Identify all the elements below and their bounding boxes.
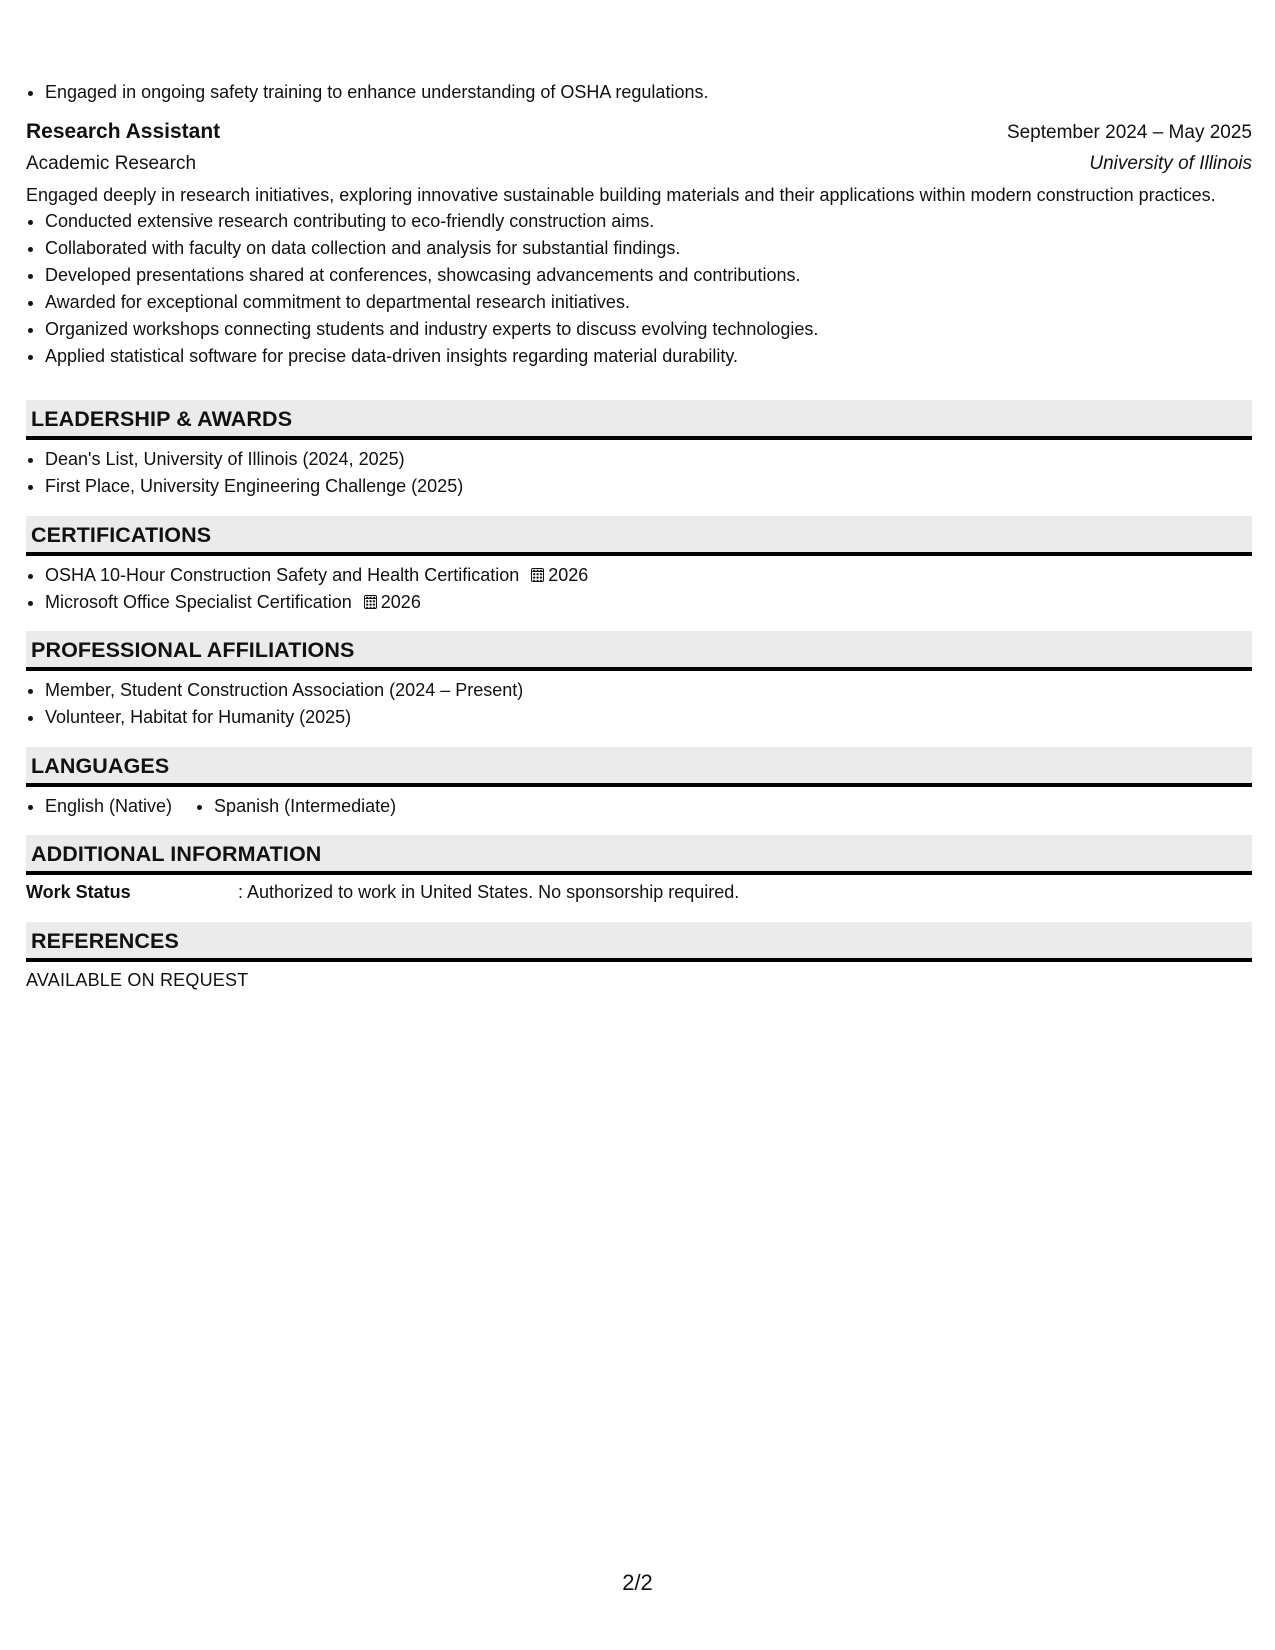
list-item: [45, 562, 1252, 589]
list-item: • Engaged in ongoing safety training to enhance understanding of OSHA regulations.: [45, 79, 708, 106]
list-item: • Collaborated with faculty on data collection and analysis for substantial findings.: [45, 235, 1252, 262]
section-certifications: [26, 516, 1252, 616]
references-text: AVAILABLE ON REQUEST: [26, 970, 249, 990]
affiliations-list: [26, 677, 1252, 731]
work-status-label: Work Status: [26, 882, 131, 902]
work-status-value: : Authorized to work in United States. No sponsorship required.: [238, 882, 740, 902]
previous-job-bullets: [26, 79, 708, 106]
job-entry-research-assistant: [26, 117, 1252, 370]
section-professional-affiliations: [26, 631, 1252, 731]
job-department: Academic Research: [26, 153, 197, 174]
certification-year: 2026: [548, 565, 589, 585]
languages-list: [26, 793, 1252, 820]
certification-name: Microsoft Office Specialist Certification: [45, 592, 352, 612]
list-item: • Spanish (Intermediate): [214, 793, 396, 820]
section-languages: [26, 747, 1252, 820]
job-dates: September 2024 – May 2025: [1006, 122, 1252, 143]
job-bullets: [26, 208, 1252, 370]
list-item: • Applied statistical software for precise data-driven insights regarding material durability.: [45, 343, 1252, 370]
certification-name: OSHA 10-Hour Construction Safety and Health Certification: [45, 565, 520, 585]
section-heading: LANGUAGES: [26, 747, 1252, 787]
section-heading: LEADERSHIP & AWARDS: [26, 400, 1252, 440]
section-references: [26, 922, 1252, 994]
calendar-icon: [531, 568, 544, 582]
leadership-list: [26, 446, 1252, 500]
page-number: 2/2: [622, 1570, 653, 1595]
list-item: • Member, Student Construction Association (2024 – Present): [45, 677, 1252, 704]
section-heading: CERTIFICATIONS: [26, 516, 1252, 556]
job-description: Engaged deeply in research initiatives, exploring innovative sustainable building materials and their applications within modern construction practices.: [26, 185, 1216, 205]
section-heading: REFERENCES: [26, 922, 1252, 962]
calendar-icon: [364, 595, 377, 609]
section-leadership-awards: [26, 400, 1252, 500]
list-item: • Conducted extensive research contributing to eco-friendly construction aims.: [45, 208, 1252, 235]
section-heading: PROFESSIONAL AFFILIATIONS: [26, 631, 1252, 671]
work-status-row: [26, 879, 1252, 906]
job-title: Research Assistant: [26, 120, 221, 143]
section-heading: ADDITIONAL INFORMATION: [26, 835, 1252, 875]
list-item: • English (Native): [45, 793, 172, 820]
certification-year: 2026: [380, 592, 421, 612]
list-item: • Dean's List, University of Illinois (2024, 2025): [45, 446, 1252, 473]
list-item: • Organized workshops connecting students and industry experts to discuss evolving technologies.: [45, 316, 1252, 343]
list-item: [45, 589, 1252, 616]
section-additional-information: [26, 835, 1252, 906]
list-item: • Volunteer, Habitat for Humanity (2025): [45, 704, 1252, 731]
list-item: • First Place, University Engineering Challenge (2025): [45, 473, 1252, 500]
certifications-list: [26, 562, 1252, 616]
list-item: • Developed presentations shared at conferences, showcasing advancements and contributions.: [45, 262, 1252, 289]
job-organization: University of Illinois: [1089, 153, 1252, 174]
list-item: • Awarded for exceptional commitment to departmental research initiatives.: [45, 289, 1252, 316]
